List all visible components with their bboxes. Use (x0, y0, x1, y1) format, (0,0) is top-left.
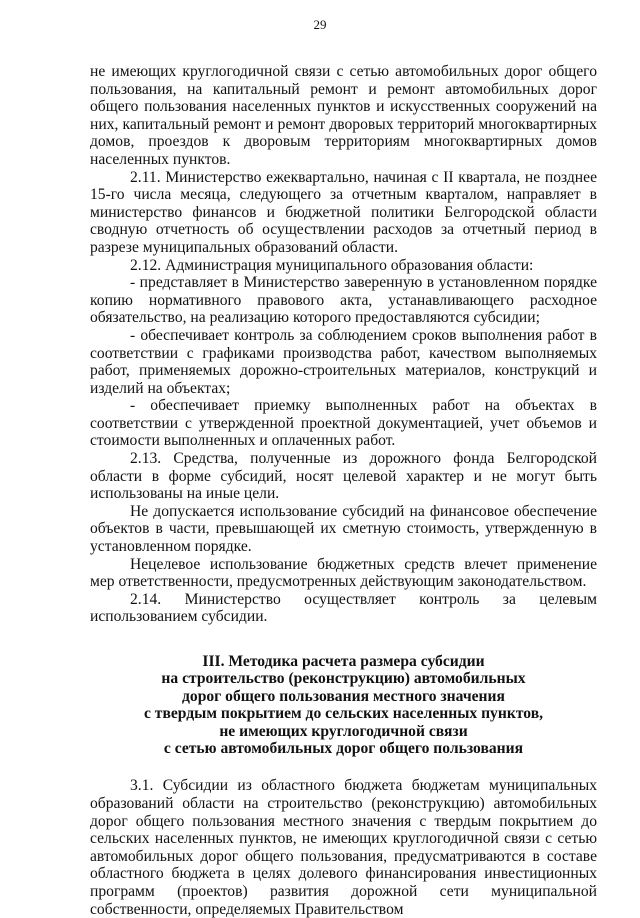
section-heading-line: на строительство (реконструкцию) автомобильных (161, 670, 526, 688)
paragraph: 2.14. Министерство осуществляет контроль за целевым использованием субсидии. (90, 590, 597, 626)
paragraph-group-bottom (90, 777, 597, 918)
section-heading-line: не имеющих круглогодичной связи (219, 722, 468, 740)
paragraph: - обеспечивает контроль за соблюдением сроков выполнения работ в соответствии с графиками производства работ, качеством выполняемых работ, применяемых дорожно-строительных материалов, конструкций и изделий на объектах; (90, 326, 597, 397)
paragraph: 2.11. Министерство ежеквартально, начиная с II квартала, не позднее 15-го числа месяца, следующего за отчетным кварталом, направляет в министерство финансов и бюджетной политики Белгородской области сводную отчетность об осуществлении расходов за отчетный период в разрезе муниципальных образований области. (90, 168, 597, 256)
section-heading-line: III. Методика расчета размера субсидии (202, 653, 485, 670)
paragraph: 2.13. Средства, полученные из дорожного фонда Белгородской области в форме субсидий, носят целевой характер и не могут быть использованы на иные цели. (90, 450, 597, 503)
section-heading-line: с сетью автомобильных дорог общего пользования (163, 740, 524, 758)
paragraph: Нецелевое использование бюджетных средств влечет применение мер ответственности, предусмотренных действующим законодательством. (90, 555, 597, 591)
paragraph: не имеющих круглогодичной связи с сетью автомобильных дорог общего пользования, на капитальный ремонт и ремонт автомобильных дорог общего пользования населенных пунктов и искусственных сооружений на них, капитальный ремонт и ремонт дворовых территорий многоквартирных домов, проездов к дворовым территориям многоквартирных домов населенных пунктов. (90, 63, 597, 168)
paragraph: Не допускается использование субсидий на финансовое обеспечение объектов в части, превышающей их сметную стоимость, утвержденную в установленном порядке. (90, 502, 597, 556)
section-heading-line: дорог общего пользования местного значения (182, 687, 505, 705)
paragraph: 2.12. Администрация муниципального образования области: (130, 256, 534, 274)
paragraph: 3.1. Субсидии из областного бюджета бюджетам муниципальных образований области на строительство (реконструкцию) автомобильных дорог общего пользования местного значения с твердым покрытием до сельских населенных пунктов, не имеющих круглогодичной связи с сетью автомобильных дорог общего пользования, предусматриваются в составе областного бюджета в целях долевого финансирования инвестиционных программ (проектов) развития дорожной сети муниципальной собственности, определяемых Правительством (90, 777, 597, 918)
page-number: 29 (313, 17, 327, 32)
paragraph-group-top (90, 63, 597, 626)
paragraph: - представляет в Министерство заверенную в установленном порядке копию нормативного правового акта, устанавливающего расходное обязательство, на реализацию которого предоставляются субсидии; (90, 274, 597, 327)
document-body (90, 63, 597, 918)
section-heading-line: с твердым покрытием до сельских населенных пунктов, (143, 705, 544, 723)
paragraph: - обеспечивает приемку выполненных работ на объектах в соответствии с утвержденной проектной документацией, учет объемов и стоимости выполненных и оплаченных работ. (90, 397, 597, 450)
section-heading (90, 653, 597, 757)
